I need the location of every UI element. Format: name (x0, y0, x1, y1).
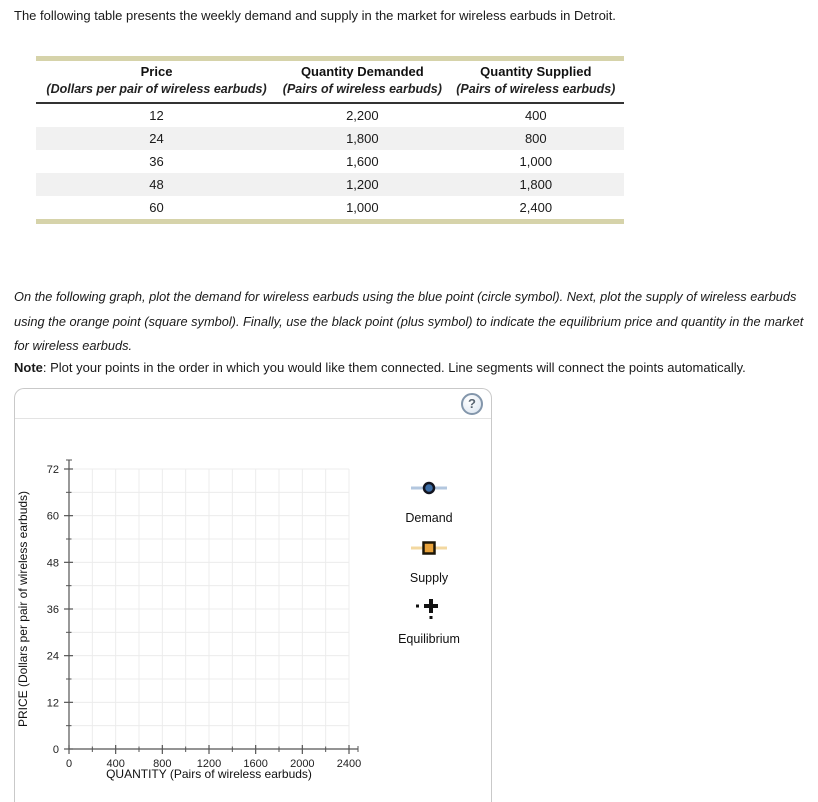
qty-demanded-value: 1,000 (346, 200, 379, 215)
x-tick-label: 800 (153, 758, 172, 770)
x-tick-label: 2400 (336, 758, 362, 770)
plot-area[interactable] (69, 469, 349, 749)
price-value: 24 (36, 127, 277, 150)
demand-supply-table (36, 56, 624, 224)
x-tick-label: 1600 (243, 758, 268, 770)
intro-text: The following table presents the weekly demand and supply in the market for wireless earbuds in Detroit. (14, 8, 616, 23)
col-subheader-qs: (Pairs of wireless earbuds) (448, 82, 624, 103)
table-row (36, 150, 624, 173)
y-axis-title: PRICE (Dollars per pair of wireless earbuds) (16, 490, 30, 728)
demand-point-tool[interactable] (409, 480, 449, 496)
supply-point-tool[interactable] (409, 540, 449, 556)
x-tick-label: 2000 (290, 758, 315, 770)
qty-supplied-value: 1,800 (448, 173, 624, 196)
qty-supplied-value: 400 (524, 108, 547, 123)
y-tick-label: 12 (46, 697, 59, 710)
x-tick-label: 0 (65, 758, 73, 770)
col-header-qs: Quantity Supplied (480, 64, 592, 79)
y-tick-label: 48 (46, 557, 59, 570)
qty-demanded-value: 1,800 (277, 127, 448, 150)
table-row (36, 103, 624, 127)
qty-supplied-value: 1,000 (519, 154, 553, 169)
help-icon[interactable]: ? (461, 393, 483, 415)
col-subheader-price: (Dollars per pair of wireless earbuds) (36, 82, 277, 103)
y-tick-label: 0 (52, 744, 59, 756)
equilibrium-point-tool[interactable] (411, 597, 447, 621)
qty-demanded-value: 1,200 (277, 173, 448, 196)
qty-supplied-value: 2,400 (519, 200, 553, 215)
y-tick-label: 72 (46, 464, 59, 476)
note-label: Note (14, 360, 43, 375)
table-row (36, 196, 624, 222)
table-row (36, 173, 624, 196)
price-value: 12 (149, 108, 164, 123)
y-tick-label: 36 (46, 604, 59, 616)
price-value: 48 (36, 173, 277, 196)
supply-square-icon (424, 543, 435, 554)
qty-demanded-value: 2,200 (346, 108, 379, 123)
graph-panel-header (15, 389, 491, 419)
price-value: 36 (149, 154, 164, 169)
x-axis-title: QUANTITY (Pairs of wireless earbuds) (106, 767, 312, 781)
legend-label-equilibrium: Equilibrium (398, 632, 460, 646)
qty-supplied-value: 800 (448, 127, 624, 150)
legend-label-supply: Supply (409, 571, 449, 585)
x-tick-label: 1200 (196, 758, 222, 770)
x-tick-label: 400 (106, 758, 125, 770)
note-text: Note: Plot your points in the order in which you would like them connected. Line segments will connect the points automatically. (14, 360, 746, 375)
legend-label-demand: Demand (405, 511, 453, 525)
table-row (36, 127, 624, 150)
col-subheader-qd: (Pairs of wireless earbuds) (277, 82, 448, 103)
equilibrium-dash-bottom (430, 616, 433, 619)
col-header-qd: Quantity Demanded (300, 64, 424, 79)
equilibrium-dash-left (416, 605, 419, 608)
instructions-text: On the following graph, plot the demand for wireless earbuds using the blue point (circle symbol). Next, plot the supply of wireless earbuds using the orange point (square symbol). Finally, use the black point (plus symbol) to indicate the equilibrium price and quantity in the market for wireless earbuds. (14, 289, 804, 353)
demand-circle-icon (424, 483, 434, 493)
price-value: 60 (149, 200, 164, 215)
y-tick-label: 60 (46, 510, 59, 523)
qty-demanded-value: 1,600 (346, 154, 379, 169)
col-header-price: Price (140, 64, 173, 79)
y-tick-label: 24 (46, 650, 59, 663)
graph-panel (14, 388, 492, 802)
